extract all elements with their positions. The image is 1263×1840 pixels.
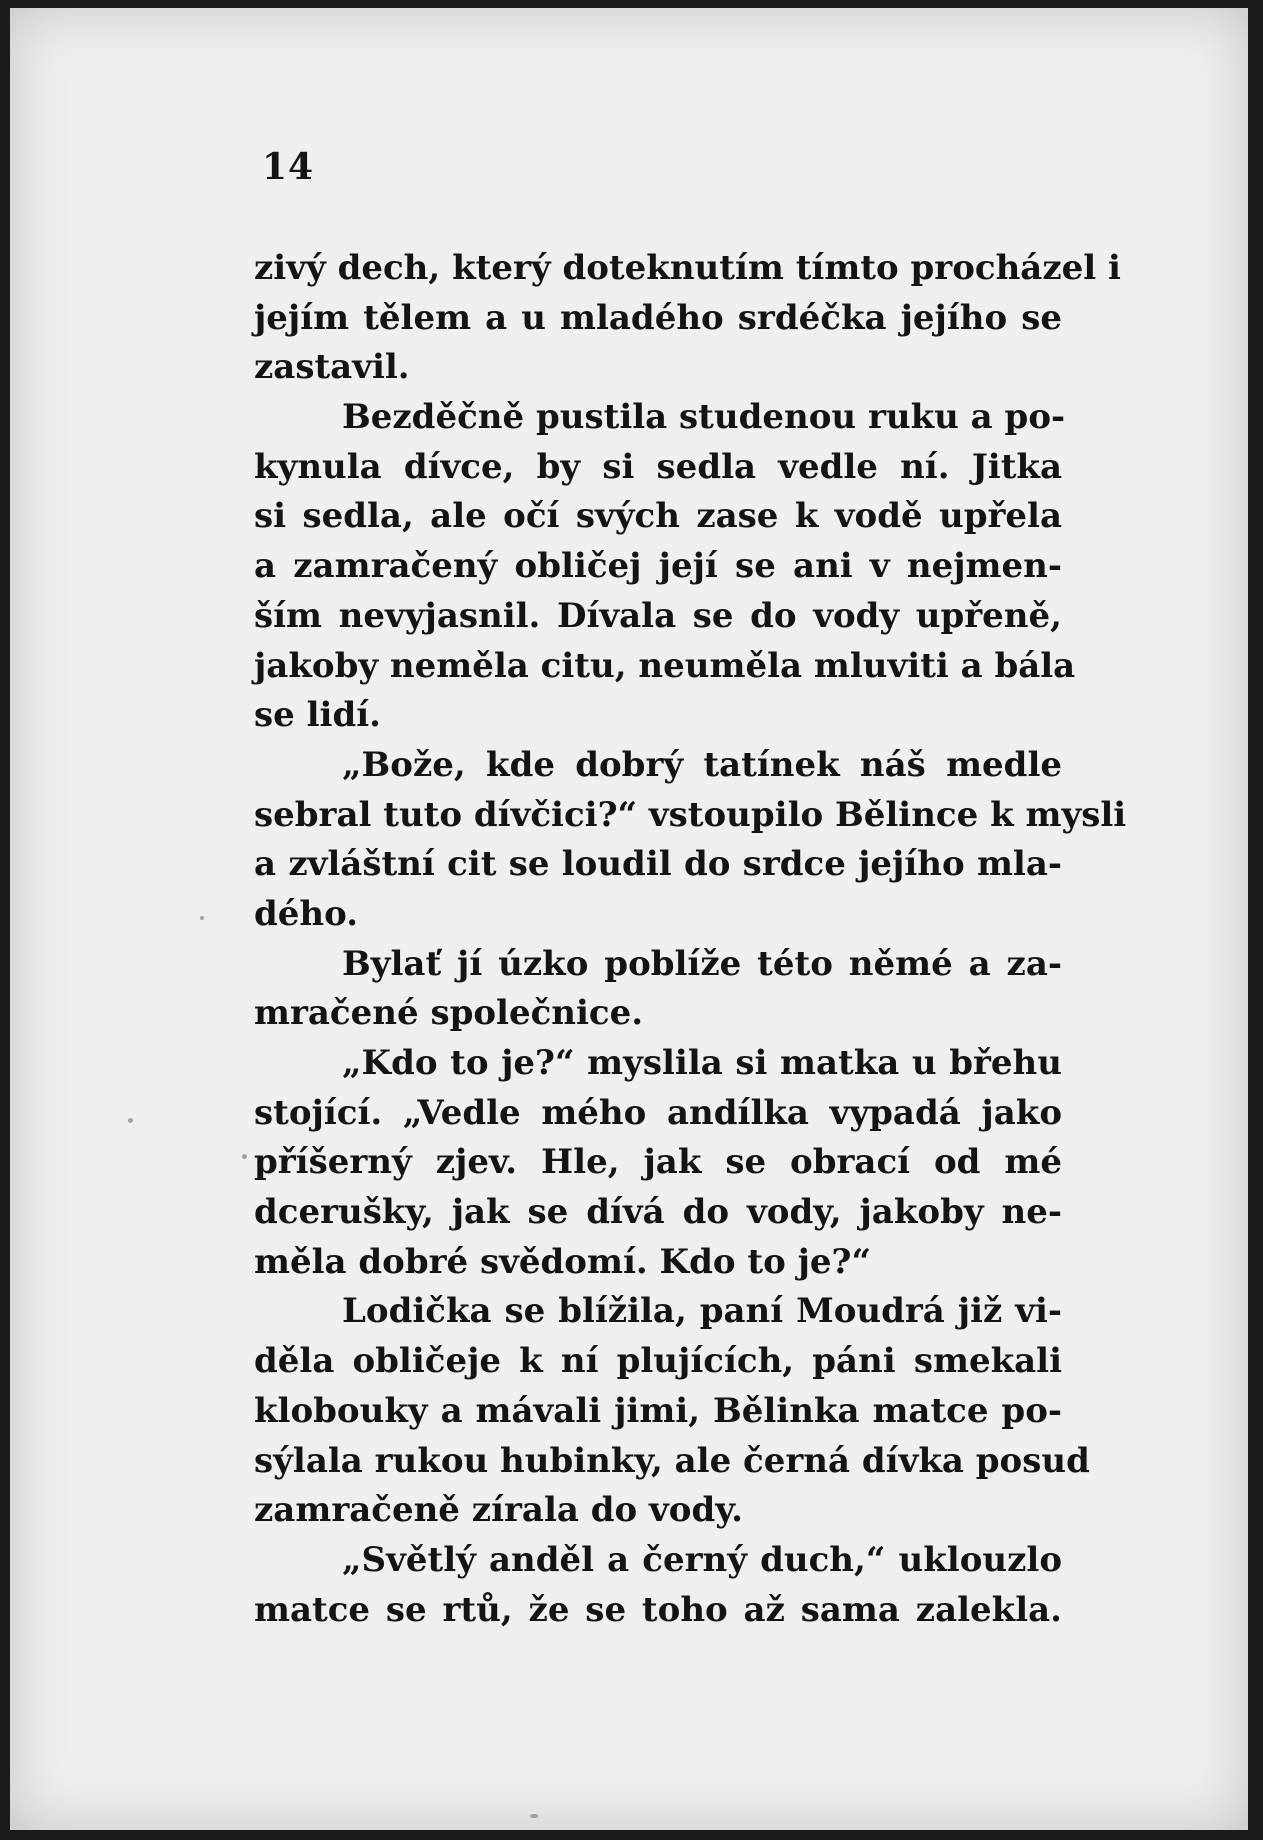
text-line: jejím tělem a u mladého srdéčka jejího se bbox=[254, 297, 1062, 338]
text-line: zastavil. bbox=[254, 347, 410, 388]
text-line: „Kdo to je?“ myslila si matka u břehu bbox=[342, 1043, 1062, 1083]
text-line: klobouky a mávali jimi, Bělinka matce po- bbox=[254, 1390, 1062, 1431]
text-line: a zvláštní cit se loudil do srdce jejího mla- bbox=[254, 844, 1062, 885]
text-line: sebral tuto dívčici?“ vstoupilo Bělince k mysli bbox=[254, 794, 1127, 835]
body-text bbox=[254, 244, 1127, 1635]
text-line: Bylať jí úzko poblíže této němé a za- bbox=[342, 943, 1062, 984]
text-line: stojící. „Vedle mého andílka vypadá jako bbox=[254, 1092, 1062, 1133]
text-line: mračené společnice. bbox=[254, 993, 644, 1034]
text-line: Bezděčně pustila studenou ruku a po- bbox=[342, 397, 1066, 438]
book-page bbox=[10, 8, 1248, 1830]
text-line: matce se rtů, že se toho až sama zalekla. bbox=[254, 1589, 1062, 1630]
text-line: dcerušky, jak se dívá do vody, jakoby ne- bbox=[254, 1192, 1062, 1233]
text-line: a zamračený obličej její se ani v nejmen- bbox=[254, 546, 1062, 587]
text-line: se lidí. bbox=[254, 695, 381, 736]
print-speck bbox=[242, 1154, 247, 1159]
text-line: dého. bbox=[254, 893, 359, 934]
text-line: si sedla, ale očí svých zase k vodě upřela bbox=[254, 496, 1062, 537]
text-line: jakoby neměla citu, neuměla mluviti a bála bbox=[254, 645, 1076, 686]
text-line: měla dobré svědomí. Kdo to je?“ bbox=[254, 1241, 872, 1282]
text-line: příšerný zjev. Hle, jak se obrací od mé bbox=[254, 1142, 1062, 1183]
text-line: zamračeně zírala do vody. bbox=[254, 1490, 743, 1531]
text-line: ším nevyjasnil. Dívala se do vody upřeně, bbox=[254, 595, 1062, 636]
text-line: zivý dech, který doteknutím tímto procházel i bbox=[254, 248, 1121, 288]
page-number: 14 bbox=[262, 146, 315, 188]
text-line: sýlala rukou hubinky, ale černá dívka posud bbox=[254, 1440, 1090, 1481]
print-speck bbox=[530, 1814, 538, 1818]
text-line: „Bože, kde dobrý tatínek náš medle bbox=[342, 744, 1062, 785]
print-speck bbox=[128, 1118, 133, 1123]
text-line: „Světlý anděl a černý duch,“ uklouzlo bbox=[342, 1539, 1062, 1580]
text-line: děla obličeje k ní plujících, páni smekali bbox=[254, 1341, 1062, 1382]
text-line: kynula dívce, by si sedla vedle ní. Jitka bbox=[254, 446, 1062, 487]
text-line: Lodička se blížila, paní Moudrá již vi- bbox=[342, 1291, 1062, 1332]
print-speck bbox=[200, 916, 204, 920]
